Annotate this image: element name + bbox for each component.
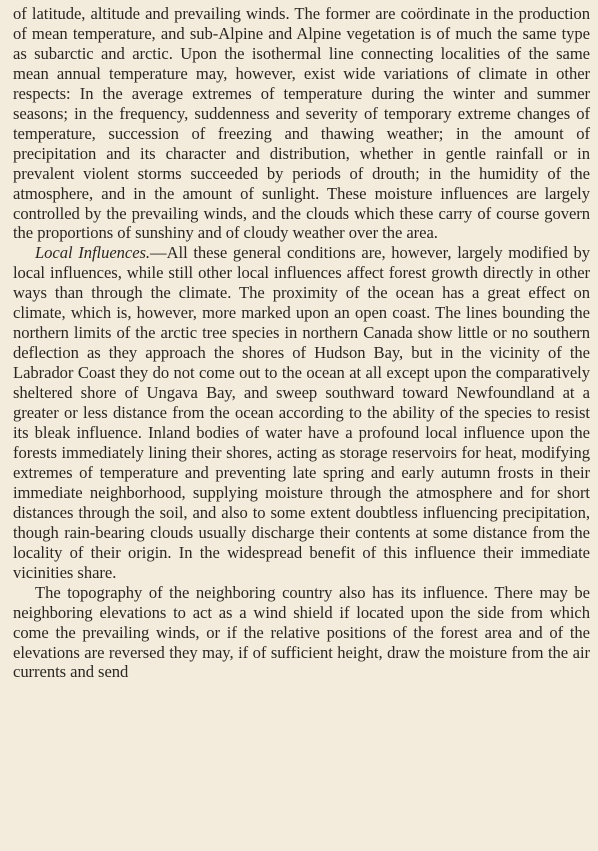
paragraph-local-influences [13, 243, 590, 582]
paragraph-text: of latitude, altitude and prevailing winds. The former are coördinate in the production of mean temperature, and sub-Alpine and Alpine vegetation is of much the same type as subarctic and arctic. Upon the isothermal line connecting localities of the same mean annual temperature may, however, exist wide variations of climate in other respects: In the average extremes of temperature during the winter and summer seasons; in the frequency, suddenness and severity of temporary extreme changes of temperature, succession of freezing and thawing weather; in the amount of precipitation and its character and distribution, whether in gentle rainfall or in prevalent violent storms succeeded by periods of drouth; in the humidity of the atmosphere, and in the amount of sunlight. These moisture influences are largely controlled by the prevailing winds, and the clouds which these carry of course govern the proportions of sunshiny and of cloudy weather over the area. [13, 4, 590, 243]
paragraph-text: The topography of the neighboring country also has its influence. There may be neighboring elevations to act as a wind shield if located upon the side from which come the prevailing winds, or if the relative positions of the forest area and of the elevations are reversed they may, if of sufficient height, draw the moisture from the air currents and send [13, 582, 590, 682]
paragraph-climate-factors [13, 4, 590, 243]
section-run-in-heading: Local Influences. [35, 243, 151, 263]
paragraph-topography [13, 583, 590, 683]
paragraph-text: —All these general conditions are, however, largely modified by local influences, while still other local influences affect forest growth directly in other ways than through the climate. The proximity of the ocean has a great effect on climate, which is, however, more marked upon an open coast. The lines bounding the northern limits of the arctic tree species in northern Canada show little or no southern deflection as they approach the shores of Hudson Bay, but in the vicinity of the Labrador Coast they do not come out to the ocean at all except upon the comparatively sheltered shore of Ungava Bay, and sweep southward toward Newfoundland at a greater or less distance from the ocean according to the ability of the species to resist its bleak influence. Inland bodies of water have a profound local influence upon the forests immediately lining their shores, acting as storage reservoirs for heat, modifying extremes of temperature and preventing late spring and early autumn frosts in their immediate neighborhood, supplying moisture through the atmosphere and for short distances through the soil, and also to some extent doubtless influencing precipitation, though rain-bearing clouds usually discharge their contents at some distance from the locality of their origin. In the widespread benefit of this influence their immediate vicinities share. [13, 243, 591, 582]
